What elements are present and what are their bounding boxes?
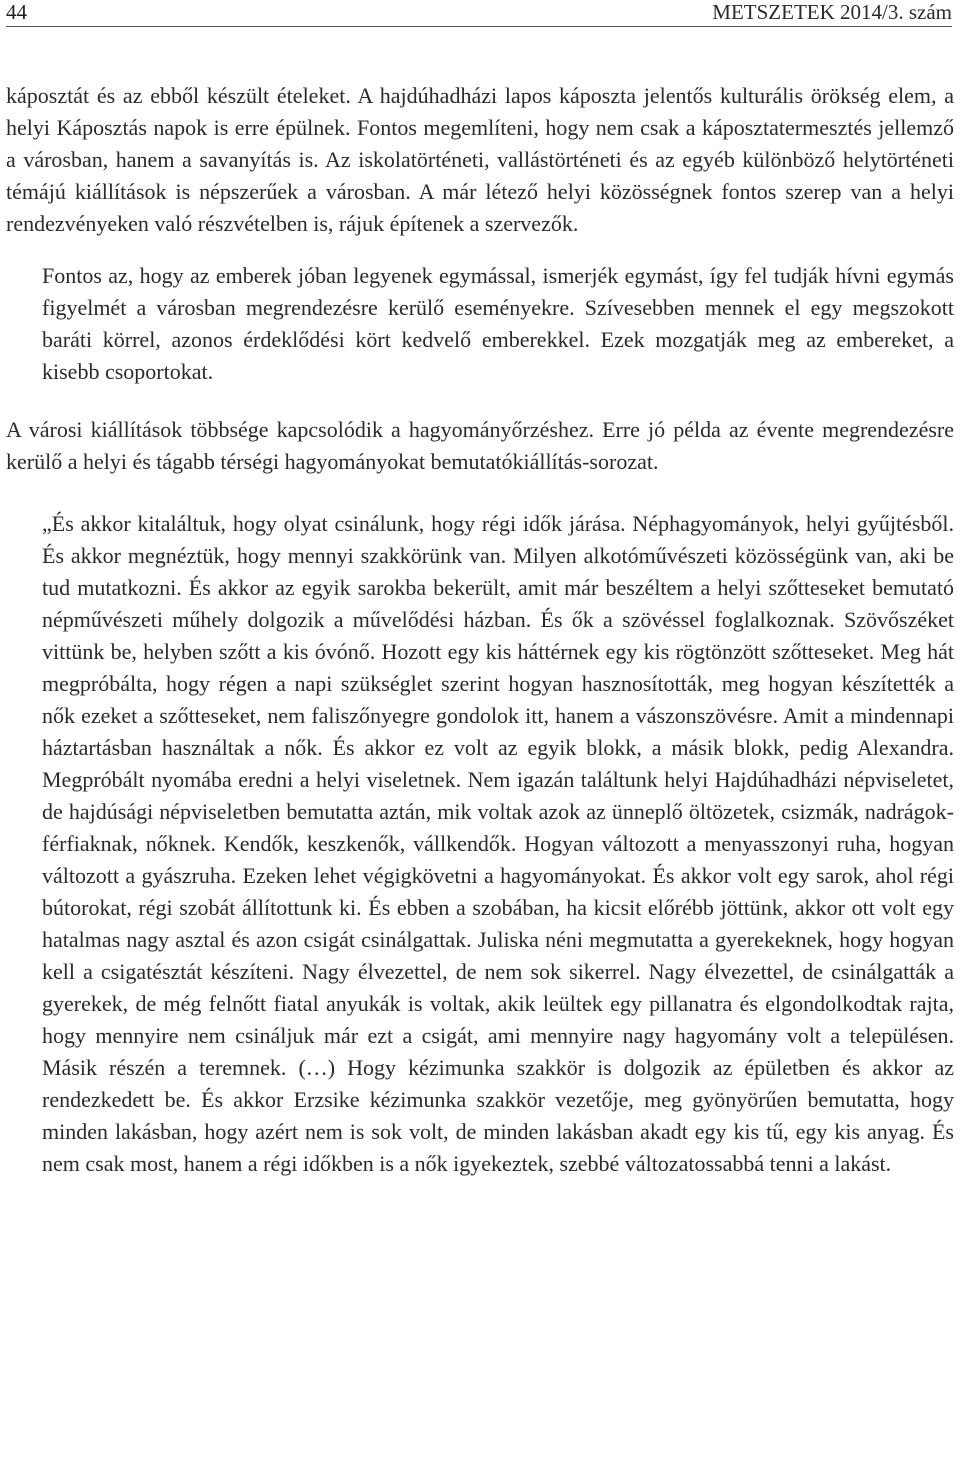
page-header [6, 0, 952, 27]
running-title: METSZETEK 2014/3. szám [712, 0, 952, 24]
paragraph-community-relations: Fontos az, hogy az emberek jóban legyenek egymással, ismerjék egymást, így fel tudják hívni egymás figyelmét a városban megrendezésre kerülő eseményekre. Szívesebben mennek el egy megszokott baráti körrel, azonos érdeklődési kört kedvelő emberekkel. Ezek mozgatják meg az embereket, a kisebb csoportokat. [42, 263, 954, 384]
paragraph-exhibitions-tradition: A városi kiállítások többsége kapcsolódik a hagyományőrzéshez. Erre jó példa az évente megrendezésre kerülő a helyi és tágabb térségi hagyományokat bemutatókiállítás-sorozat. [6, 417, 954, 474]
interview-quote: „És akkor kitaláltuk, hogy olyat csinálunk, hogy régi idők járása. Néphagyományok, helyi gyűjtésből. És akkor megnéztük, hogy mennyi szakkörünk van. Milyen alkotóművészeti közösségünk van, aki be tud mutatkozni. És akkor az egyik sarokba bekerült, amit már beszéltem a helyi szőtteseket bemutató népművészeti műhely dolgozik a művelődési házban. És ők a szövéssel foglalkoznak. Szövőszéket vittünk be, helyben szőtt a kis óvónő. Hozott egy kis háttérnek egy kis rögtönzött szőtteseket. Meg hát megpróbálta, hogy régen a napi szükséglet szerint hogyan hasznosították, meg hogyan készítették a nők ezeket a szőtteseket, nem faliszőnyegre gondolok itt, hanem a vászonszövésre. Amit a mindennapi háztartásban használtak a nők. És akkor ez volt az egyik blokk, a másik blokk, pedig Alexandra. Megpróbált nyomába eredni a helyi viseletnek. Nem igazán találtunk helyi Hajdúhadházi népviseletet, de hajdúsági népviseletben bemutatta aztán, mik voltak azok az ünneplő öltözetek, csizmák, nadrágok- férfiaknak, nőknek. Kendők, keszkenők, vállkendők. Hogyan változott a menyasszonyi ruha, hogyan változott a gyászruha. Ezeken lehet végigkövetni a hagyományokat. És akkor volt egy sarok, ahol régi bútorokat, régi szobát állítottunk ki. És ebben a szobában, ha kicsit előrébb jöttünk, akkor ott volt egy hatalmas nagy asztal és azon csigát csinálgattak. Juliska néni megmutatta a gyerekeknek, hogy hogyan kell a csigatésztát készíteni. Nagy élvezettel, de nem sok sikerrel. Nagy élvezettel, de csinálgatták a gyerekek, de még felnőtt fiatal anyukák is voltak, akik leültek egy pillanatra és elgondolkodtak rajta, hogy mennyire nem csináljuk már ezt a csigát, ami mennyire nagy hagyomány volt a településen. Másik részén a teremnek. (…) Hogy kézimunka szakkör is dolgozik az épületben és akkor az rendezkedett be. És akkor Erzsike kézimunka szakkör vezetője, meg gyönyörűen bemutatta, hogy minden lakásban, hogy azért nem is sok volt, de minden lakásban akadt egy kis tű, egy kis anyag. És nem csak most, hanem a régi időkben is a nők igyekeztek, szebbé változatossabbá tenni a lakást. [42, 511, 954, 1176]
page-number: 44 [6, 0, 27, 24]
paragraph-cabbage-heritage: káposztát és az ebből készült ételeket. A hajdúhadházi lapos káposzta jelentős kulturális örökség elem, a helyi Káposztás napok is erre épülnek. Fontos megemlíteni, hogy nem csak a káposztatermesztés jellemző a városban, hanem a savanyítás is. Az iskolatörténeti, vallástörténeti és az egyéb különböző helytörténeti témájú kiállítások is népszerűek a városban. A már létező helyi közösségnek fontos szerep van a helyi rendezvényeken való részvételben is, rájuk építenek a szervezők. [6, 83, 954, 236]
article-body [6, 80, 954, 1180]
